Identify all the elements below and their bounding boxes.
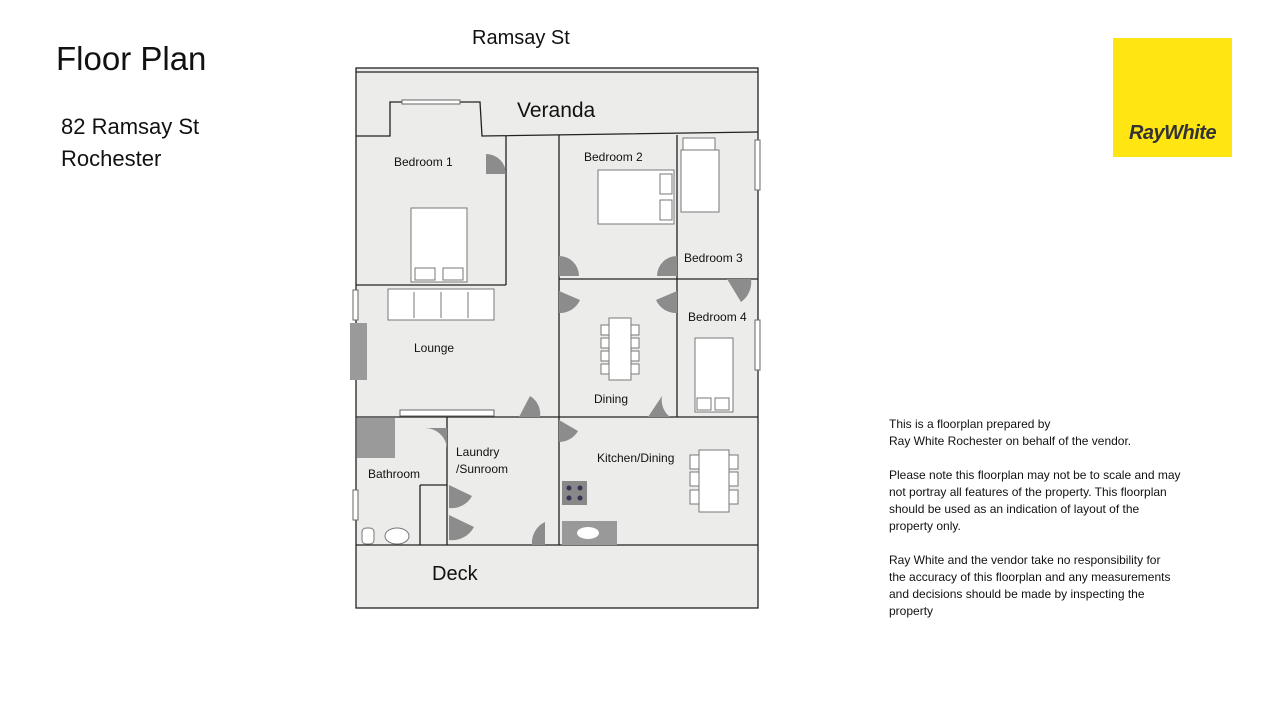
room-deck: Deck — [432, 563, 478, 585]
disclaimer-paragraph-2: Please note this floorplan may not be to scale and may not portray all features of the property. This floorplan should be used as an indication of layout of the property only. — [889, 468, 1181, 533]
room-bedroom-4: Bedroom 4 — [688, 310, 747, 324]
room-laundry-line2: /Sunroom — [456, 462, 509, 476]
room-bathroom: Bathroom — [368, 467, 421, 481]
lounge-window-block — [350, 323, 367, 380]
address-line-1: 82 Ramsay St — [61, 114, 200, 139]
logo-text: RayWhite — [1128, 122, 1217, 144]
room-lounge: Lounge — [414, 341, 455, 355]
room-veranda: Veranda — [517, 99, 596, 122]
room-dining: Dining — [594, 392, 629, 406]
disclaimer-paragraph-1: This is a floorplan prepared by Ray White Rochester on behalf of the vendor. — [889, 417, 1132, 448]
disclaimer — [889, 416, 1219, 637]
room-laundry-line1: Laundry — [456, 445, 500, 459]
room-bedroom-2: Bedroom 2 — [584, 150, 643, 164]
page-title: Floor Plan — [56, 40, 207, 77]
street-label: Ramsay St — [472, 27, 570, 49]
room-bedroom-1: Bedroom 1 — [394, 155, 453, 169]
disclaimer-paragraph-3: Ray White and the vendor take no responsibility for the accuracy of this floorplan and any measurements and decisions should be made by inspecting the property — [889, 553, 1171, 618]
room-kitchen: Kitchen/Dining — [597, 451, 675, 465]
address-line-2: Rochester — [61, 146, 162, 171]
room-bedroom-3: Bedroom 3 — [684, 251, 743, 265]
